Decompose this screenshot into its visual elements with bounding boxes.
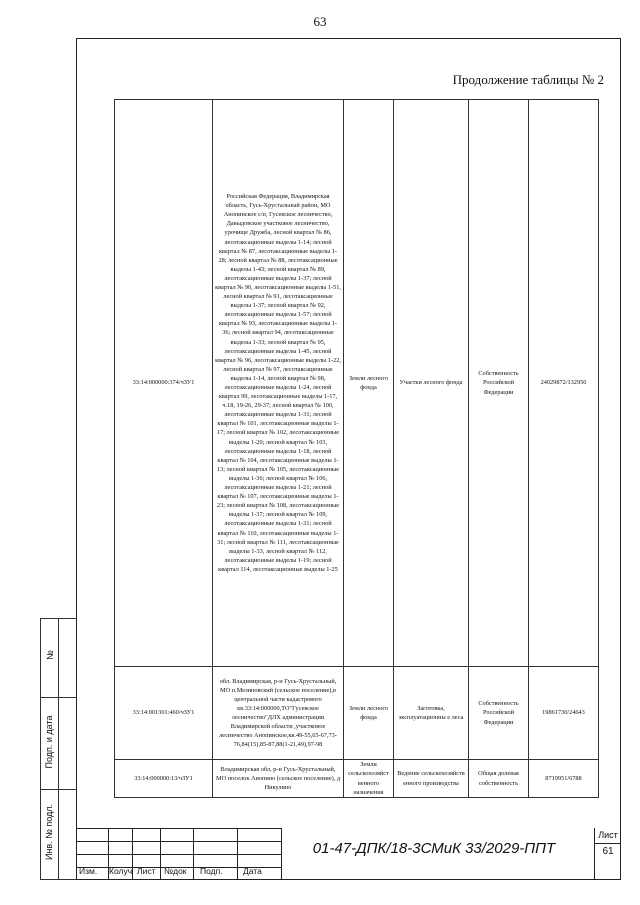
stamp-ndok: №док — [164, 866, 187, 876]
address-cell: Российская Федерация, Владимирская область, Гусь-Хрустальный район, МО Анопинское с/п, Гусевское лесничество, Давыдовское участковое лесничество, урочище Дружба, лесной квартал № 86, лесотаксационные выделы 1-14; лесной квартал № 87, лесотаксационные выделы 1-28; лесной квартал № 88, лесотаксационные выделы 1-43; лесной квартал № 89, лесотаксационные выделы 1-37; лесной квартал № 90, лесотаксационные выделы 1-51, лесной квартал № 91, лесотаксационные выделы 1-37; лесной квартал № 92, лесотаксационные выделы 1-57; лесной квартал № 93, лесотаксационные выделы 1-36; лесной квартал 94, лесотаксационные выделы 1-33; лесной квартал № 95, лесотаксационные выделы 1-45, лесной квартал № 96, лесотаксационные выделы 1-22, лесной квартал № 97, лесотаксационные выделы 1-14, лесной квартал № 98, лесотаксационные выделы 1-24, лесной квартал 99, лесотаксационные выделы 1-17, ч.18, 19-26, 29-37; лесной квартал № 100, лесотаксационные выделы 1-31; лесной квартал № 101, лесотаксационные выделы 1-17; лесной квартал № 102, лесотаксационные выделы 1-20; лесной квартал № 103, лесотаксационные выделы 1-18, лесной квартал № 104, лесотаксационные выделы 1-13; лесной квартал № 105, лесотаксационные выделы 1-36; лесной квартал № 106, лесотаксационные выделы 1-21; лесной квартал № 107, лесотаксационные выделы 1-23; лесной квартал № 108, лесотаксационные выделы 1-37; лесной квартал № 109, лесотаксационные выделы 1-31; лесной квартал № 110, лесотаксационные выделы 1-31; лесной квартал № 111, лесотаксационные выделы 1-33, лесной квартал № 112, лесотаксационные выделы 1-19; лесной квартал 114, лесотаксационные выделы 1-25 — [213, 100, 344, 667]
sheet-number: 61 — [602, 846, 614, 857]
area-cell: 8719951/6788 — [529, 760, 599, 798]
land-plots-table — [114, 99, 599, 798]
page-number: 63 — [313, 14, 327, 29]
stamp-koluch: Колуч — [109, 866, 133, 876]
category-cell: Земли сельскохозяйст венного назначения — [344, 760, 394, 798]
stamp-data: Дата — [243, 866, 262, 876]
use-cell: Участки лесного фонда — [394, 100, 469, 667]
side-label-sign-date: Подп. и дата — [44, 715, 54, 769]
area-cell: 19861730/24643 — [529, 667, 599, 760]
use-cell: Ведение сельскохозяйств енного производства — [394, 760, 469, 798]
side-stamp — [40, 618, 76, 880]
right-cell: Собственность Российской Федерации — [469, 667, 529, 760]
document-code: 01-47-ДПК/18-3СМиК 33/2029-ППТ — [312, 840, 556, 857]
stamp-podp: Подп. — [200, 866, 223, 876]
cadastral-cell: 33:14:000000:374/чЗУ1 — [115, 100, 213, 667]
address-cell: обл. Владимирская, р-н Гусь-Хрустальный, МО п.Мезиновский (сельское поселение),в центральной части кадастрового кв.33:14:000000,ТО"Гусевское лесничество"ДЛХ администрации Владимирской области ,участковое лесничество Анопинское,кв.49-55,65-67,73-76,84(15),85-87,88(1-21,49),97-98 — [213, 667, 344, 760]
cadastral-cell: 33:14:001301:460/чЗУ1 — [115, 667, 213, 760]
table-row — [115, 100, 599, 667]
side-label-inv-no: Инв. № подл. — [44, 803, 54, 861]
side-label-no: № — [45, 650, 55, 660]
right-cell: Собственность Российской Федерации — [469, 100, 529, 667]
sheet-label: Лист — [598, 830, 618, 840]
table-row — [115, 760, 599, 798]
use-cell: Заготовка, эксплуатационны е леса — [394, 667, 469, 760]
table-row — [115, 667, 599, 760]
stamp-izm: Изм. — [79, 866, 98, 876]
category-cell: Земли лесного фонда — [344, 667, 394, 760]
address-cell: Владимирская обл, р-н Гусь-Хрустальный, МО поселок Анопино (сельское поселение), д Никулино — [213, 760, 344, 798]
category-cell: Земли лесного фонда — [344, 100, 394, 667]
table-continuation-title: Продолжение таблицы № 2 — [452, 72, 604, 87]
area-cell: 24029872/132950 — [529, 100, 599, 667]
cadastral-cell: 33:14:000000:13/чЗУ1 — [115, 760, 213, 798]
stamp-list: Лист — [137, 866, 156, 876]
right-cell: Общая долевая собственность — [469, 760, 529, 798]
